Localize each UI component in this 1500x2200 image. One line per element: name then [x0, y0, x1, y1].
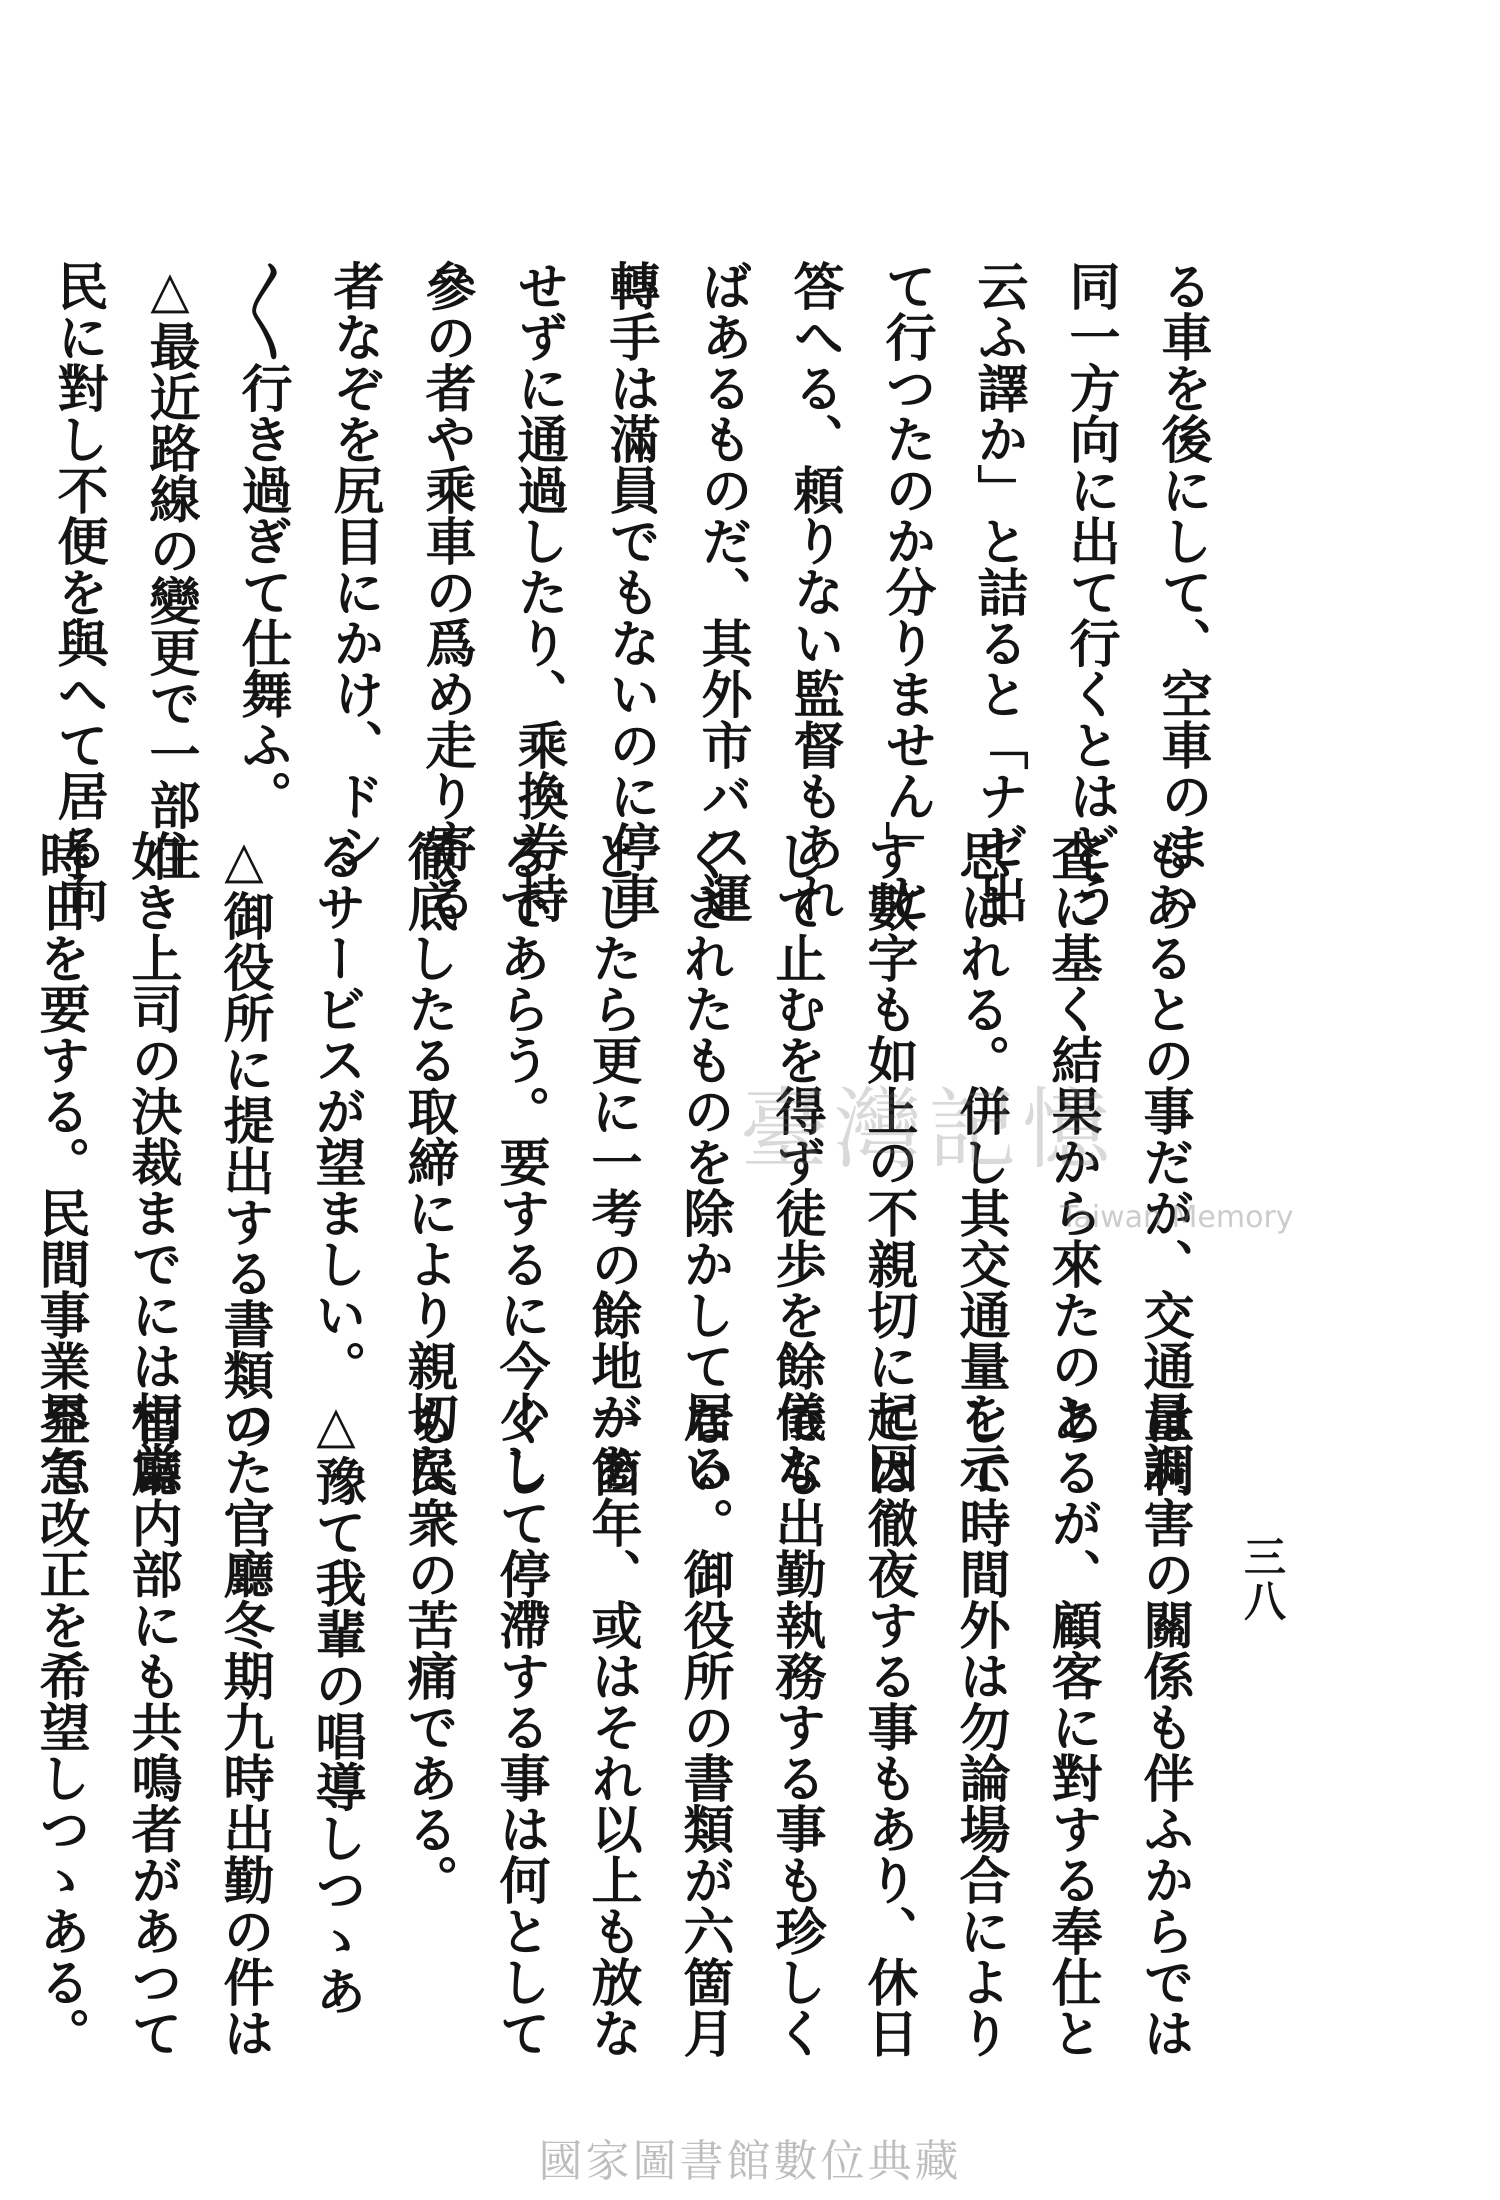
text-line: 思はれる。併し其交通量を示 [950, 830, 1010, 1493]
text-line: もあるとの事だが、交通量調 [1134, 830, 1194, 1493]
text-line: でも出勤執務する事も珍しく [766, 1395, 826, 2058]
footer-collection-label: 國家圖書館數位典藏 [538, 2136, 962, 2187]
text-line: して止むを得ず徒歩を餘儀な [766, 830, 826, 1493]
text-line: くして停滯する事は何として [490, 1395, 550, 2058]
watermark-subtext: Taiwan Memory [1060, 1200, 1294, 1235]
text-line: て行つたのか分りません」と [876, 260, 936, 923]
text-line: としたら更に一考の餘地があ [582, 830, 642, 1493]
text-line: るサービスが望ましい。 [306, 830, 366, 1391]
text-line: 如き上司の決裁までには相當 [122, 830, 182, 1493]
text-line: 至急改正を希望しつゝある。 [30, 1395, 90, 2058]
text-line: 者なぞを尻目にかけ、ドシ [324, 260, 384, 872]
text-line: 云ふ譯か」と詰ると「ナゼ出 [968, 260, 1028, 923]
text-line: 官廳内部にも共鳴者があつて [122, 1395, 182, 2058]
text-line: くされたものを除かして居る [674, 830, 734, 1493]
text-line: ては徹夜する事もあり、休日 [858, 1395, 918, 2058]
text-line: ない。御役所の書類が六箇月 [674, 1395, 734, 2058]
text-line: る車を後にして、空車のまゝ [1152, 260, 1212, 923]
text-line: あるが、顧客に對する奉仕と [1042, 1395, 1102, 2058]
text-line: 査に基く結果から來たのと [1042, 830, 1102, 1442]
text-tier-middle [30, 830, 1210, 1493]
text-line: △御役所に提出する書類の [214, 830, 274, 1451]
text-line: ばあるものだ、其外市バス運 [692, 260, 752, 923]
text-line: 時日を要する。民間事業界で [30, 830, 90, 1493]
watermark-logo: 臺灣記憶 [740, 1078, 1117, 1181]
page-number: 三八 [1238, 1535, 1287, 1623]
text-line: 參の者や乘車の爲め走り寄る [416, 260, 476, 923]
text-line: 轉手は滿員でもないのに停車 [600, 260, 660, 923]
text-line: 答へる、頼りない監督もあれ [784, 260, 844, 923]
text-line: △最近路線の變更で一部住 [140, 260, 200, 881]
text-line: も民衆の苦痛である。 [398, 1395, 458, 1905]
text-line: 一箇年、或はそれ以上も放な [582, 1395, 642, 2058]
text-line: せずに通過したり、乘換券持 [508, 260, 568, 923]
text-line: 徹底したる取締により親切な [398, 830, 458, 1493]
text-line: 〳〵行き過ぎて仕舞ふ。 [232, 260, 292, 821]
text-tier-top [48, 260, 1228, 923]
text-line: つた官廳冬期九時出勤の件は [214, 1395, 274, 2058]
text-line: は利害の關係も伴ふからでは [1134, 1395, 1194, 2058]
text-tier-bottom [30, 1395, 1210, 2058]
text-line: 民に對し不便を與へて居る向 [48, 260, 108, 923]
text-line: して時間外は勿論場合により [950, 1395, 1010, 2058]
text-line: す數字も如上の不親切に起因 [858, 830, 918, 1493]
text-line: るであらう。要するに今少し [490, 830, 550, 1493]
text-line: 同一方向に出て行くとはどう [1060, 260, 1120, 923]
text-line: △豫て我輩の唱導しつゝあ [306, 1395, 366, 2016]
